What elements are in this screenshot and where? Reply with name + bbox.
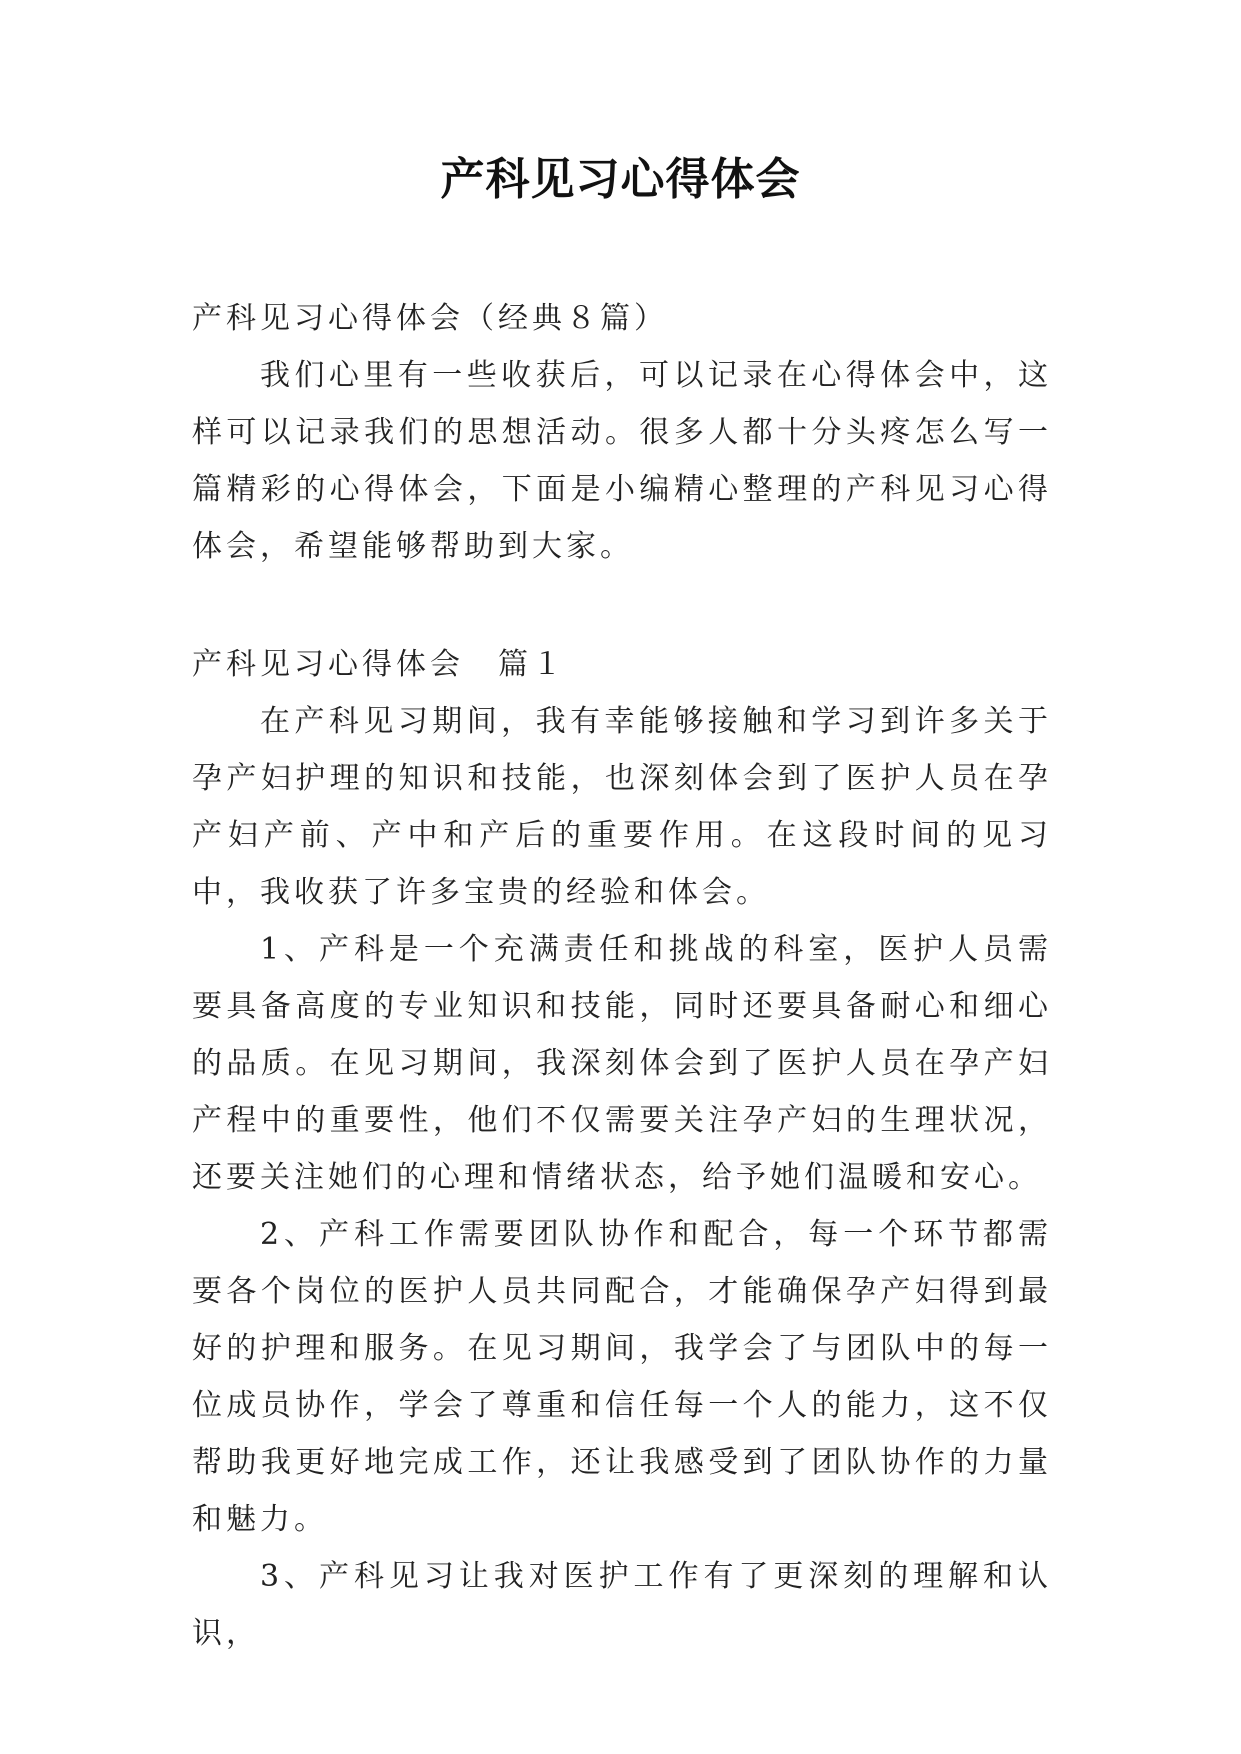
- section-1-paragraph-3: 2、产科工作需要团队协作和配合，每一个环节都需要各个岗位的医护人员共同配合，才能确保孕产妇得到最好的护理和服务。在见习期间，我学会了与团队中的每一位成员协作，学会了尊重和信任每一个人的能力，这不仅帮助我更好地完成工作，还让我感受到了团队协作的力量和魅力。: [192, 1217, 1052, 1537]
- section-1-body: [192, 693, 1052, 1662]
- section-1-heading: 产科见习心得体会 篇１: [192, 647, 566, 682]
- document-title: 产科见习心得体会: [440, 154, 801, 205]
- intro-paragraph: 我们心里有一些收获后，可以记录在心得体会中，这样可以记录我们的思想活动。很多人都十分头疼怎么写一篇精彩的心得体会，下面是小编精心整理的产科见习心得体会，希望能够帮助到大家。: [192, 358, 1052, 564]
- document-subtitle: 产科见习心得体会（经典８篇）: [192, 301, 668, 336]
- section-1-paragraph-2: 1、产科是一个充满责任和挑战的科室，医护人员需要具备高度的专业知识和技能，同时还要具备耐心和细心的品质。在见习期间，我深刻体会到了医护人员在孕产妇产程中的重要性，他们不仅需要关注孕产妇的生理状况，还要关注她们的心理和情绪状态，给予她们温暖和安心。: [192, 932, 1052, 1195]
- section-1-paragraph-1: 在产科见习期间，我有幸能够接触和学习到许多关于孕产妇护理的知识和技能，也深刻体会到了医护人员在孕产妇产前、产中和产后的重要作用。在这段时间的见习中，我收获了许多宝贵的经验和体会。: [192, 704, 1052, 910]
- section-1-paragraph-4: 3、产科见习让我对医护工作有了更深刻的理解和认识，: [192, 1559, 1052, 1651]
